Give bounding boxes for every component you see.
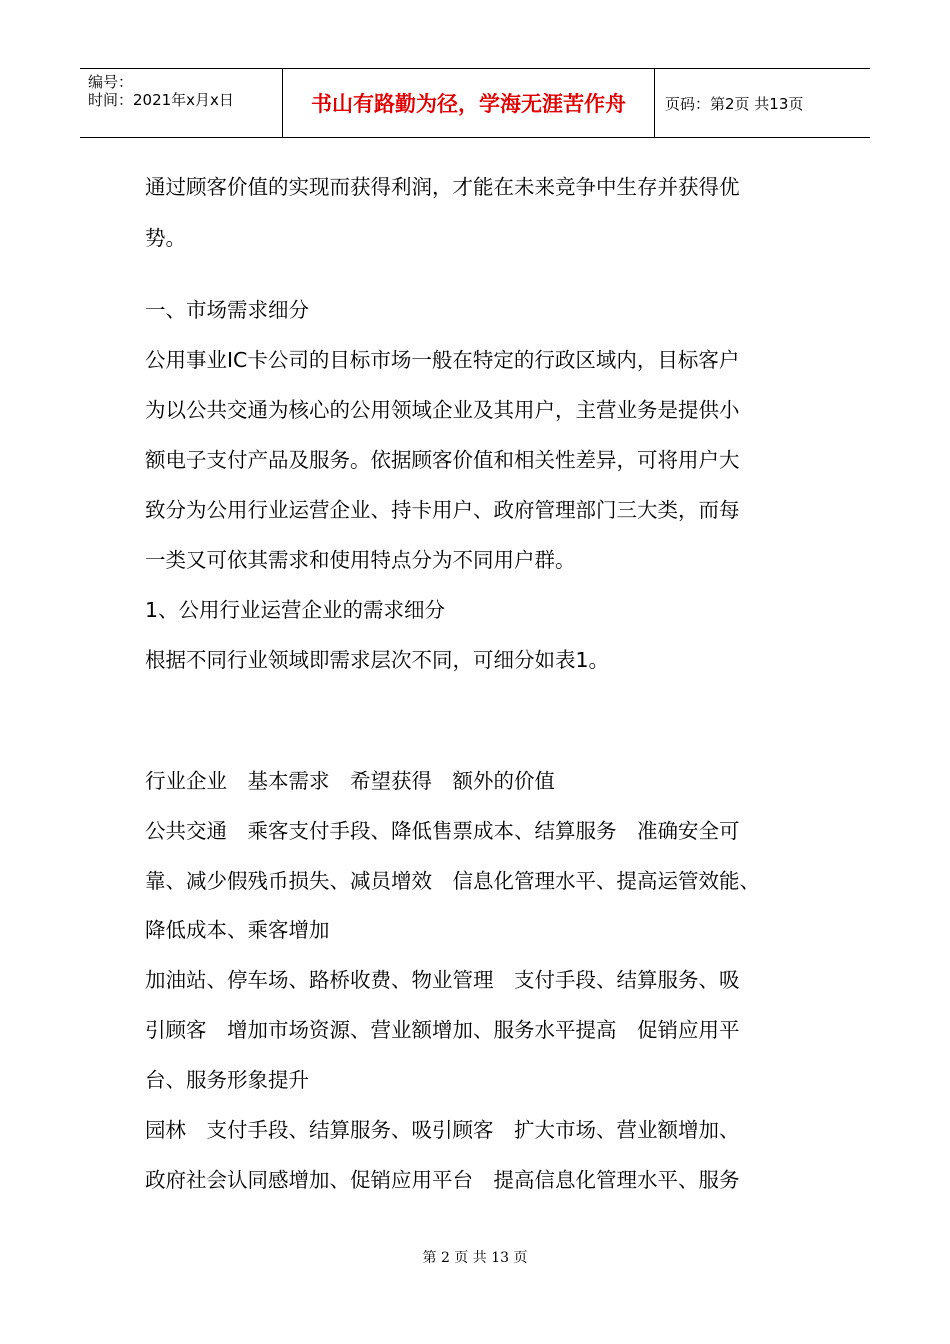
- table-header-line: 行业企业 基本需求 希望获得 额外的价值: [145, 769, 555, 793]
- table-row-line: 园林 支付手段、结算服务、吸引顾客 扩大市场、营业额增加、: [145, 1118, 740, 1142]
- text-line: 额电子支付产品及服务。依据顾客价值和相关性差异，可将用户大: [145, 448, 740, 472]
- text-line: 为以公共交通为核心的公用领域企业及其用户，主营业务是提供小: [145, 398, 740, 422]
- table-row-line: 靠、减少假残币损失、减员增效 信息化管理水平、提高运管效能、: [145, 869, 760, 893]
- subsection-heading: 1、公用行业运营企业的需求细分: [145, 598, 446, 622]
- text-line: 势。: [145, 226, 186, 250]
- table-row-line: 降低成本、乘客增加: [145, 918, 330, 942]
- table-row-line: 公共交通 乘客支付手段、降低售票成本、结算服务 准确安全可: [145, 819, 740, 843]
- text-line: 通过顾客价值的实现而获得利润，才能在未来竞争中生存并获得优: [145, 175, 740, 199]
- table-row-line: 台、服务形象提升: [145, 1068, 309, 1092]
- table-row-line: 加油站、停车场、路桥收费、物业管理 支付手段、结算服务、吸: [145, 968, 740, 992]
- page-footer: 第 2 页 共 13 页: [422, 1250, 528, 1266]
- document-time-label: 时间：2021年x月x日: [88, 91, 234, 109]
- text-line: 致分为公用行业运营企业、持卡用户、政府管理部门三大类，而每: [145, 498, 740, 522]
- document-number-label: 编号：: [88, 73, 134, 91]
- text-line: 一类又可依其需求和使用特点分为不同用户群。: [145, 548, 576, 572]
- table-row-line: 引顾客 增加市场资源、营业额增加、服务水平提高 促销应用平: [145, 1018, 740, 1042]
- text-line: 公用事业IC卡公司的目标市场一般在特定的行政区域内，目标客户: [145, 348, 740, 372]
- section-heading: 一、市场需求细分: [145, 298, 309, 322]
- header-meta: [80, 69, 282, 137]
- header-page-info: 页码：第2页 共13页: [665, 94, 804, 113]
- text-line: 根据不同行业领域即需求层次不同，可细分如表1。: [145, 648, 610, 672]
- table-row-line: 政府社会认同感增加、促销应用平台 提高信息化管理水平、服务: [145, 1168, 740, 1192]
- header-motto: 书山有路勤为径，学海无涯苦作舟: [282, 69, 655, 137]
- page-header: [80, 68, 870, 138]
